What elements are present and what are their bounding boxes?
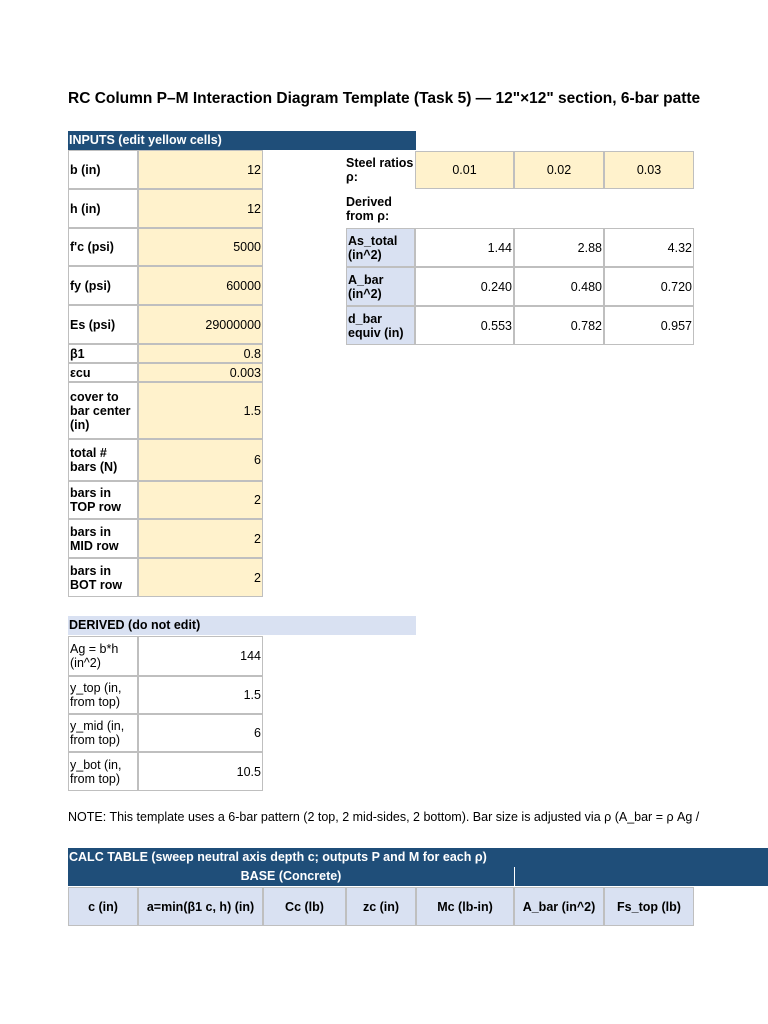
steel-value: 0.720 bbox=[604, 267, 694, 306]
input-value-bot-bars[interactable]: 2 bbox=[138, 558, 263, 597]
derived-header: DERIVED (do not edit) bbox=[68, 616, 416, 635]
steel-ratios-label: Steel ratios ρ: bbox=[346, 156, 414, 184]
calc-col-abar: A_bar (in^2) bbox=[514, 887, 604, 926]
calc-col-mc: Mc (lb-in) bbox=[416, 887, 514, 926]
steel-ratio-3[interactable]: 0.03 bbox=[604, 151, 694, 189]
derived-label: Ag = b*h (in^2) bbox=[68, 636, 138, 676]
template-note: NOTE: This template uses a 6-bar pattern (2 top, 2 mid-sides, 2 bottom). Bar size is adjusted via ρ (A_bar = ρ Ag / bbox=[68, 810, 700, 824]
steel-value: 0.553 bbox=[415, 306, 514, 345]
input-label: bars in TOP row bbox=[68, 481, 138, 519]
input-label: β1 bbox=[68, 344, 138, 363]
input-label: bars in MID row bbox=[68, 519, 138, 558]
steel-value: 0.480 bbox=[514, 267, 604, 306]
derived-label: y_top (in, from top) bbox=[68, 676, 138, 714]
calc-base-concrete-header: BASE (Concrete) bbox=[68, 867, 514, 886]
input-label: cover to bar center (in) bbox=[68, 382, 138, 439]
calc-steel-header-blank bbox=[515, 867, 768, 886]
input-label: h (in) bbox=[68, 189, 138, 228]
input-value-fc[interactable]: 5000 bbox=[138, 228, 263, 266]
calc-col-zc: zc (in) bbox=[346, 887, 416, 926]
calc-col-fs-top: Fs_top (lb) bbox=[604, 887, 694, 926]
steel-ratio-2[interactable]: 0.02 bbox=[514, 151, 604, 189]
page-title: RC Column P–M Interaction Diagram Template (Task 5) — 12"×12" section, 6-bar patte bbox=[68, 90, 701, 107]
input-label: εcu bbox=[68, 363, 138, 382]
input-value-cover[interactable]: 1.5 bbox=[138, 382, 263, 439]
input-label: fy (psi) bbox=[68, 266, 138, 305]
input-label: b (in) bbox=[68, 150, 138, 189]
steel-value: 0.957 bbox=[604, 306, 694, 345]
derived-label: y_bot (in, from top) bbox=[68, 752, 138, 791]
calc-table-header: CALC TABLE (sweep neutral axis depth c; outputs P and M for each ρ) bbox=[68, 848, 768, 867]
calc-col-c: c (in) bbox=[68, 887, 138, 926]
steel-value: 4.32 bbox=[604, 228, 694, 267]
steel-row-label: A_bar (in^2) bbox=[346, 267, 415, 306]
derived-from-rho-label: Derived from ρ: bbox=[346, 195, 392, 223]
steel-row-label: As_total (in^2) bbox=[346, 228, 415, 267]
steel-row-label: d_bar equiv (in) bbox=[346, 306, 415, 345]
input-value-total-bars[interactable]: 6 bbox=[138, 439, 263, 481]
steel-value: 0.240 bbox=[415, 267, 514, 306]
input-label: Es (psi) bbox=[68, 305, 138, 344]
calc-col-cc: Cc (lb) bbox=[263, 887, 346, 926]
steel-value: 2.88 bbox=[514, 228, 604, 267]
derived-value: 6 bbox=[138, 714, 263, 752]
inputs-header: INPUTS (edit yellow cells) bbox=[68, 131, 416, 150]
input-value-top-bars[interactable]: 2 bbox=[138, 481, 263, 519]
input-value-b[interactable]: 12 bbox=[138, 150, 263, 189]
input-label: f'c (psi) bbox=[68, 228, 138, 266]
input-value-mid-bars[interactable]: 2 bbox=[138, 519, 263, 558]
derived-value: 10.5 bbox=[138, 752, 263, 791]
input-value-es[interactable]: 29000000 bbox=[138, 305, 263, 344]
input-value-h[interactable]: 12 bbox=[138, 189, 263, 228]
steel-value: 1.44 bbox=[415, 228, 514, 267]
steel-value: 0.782 bbox=[514, 306, 604, 345]
input-label: total # bars (N) bbox=[68, 439, 138, 481]
derived-value: 144 bbox=[138, 636, 263, 676]
derived-value: 1.5 bbox=[138, 676, 263, 714]
derived-label: y_mid (in, from top) bbox=[68, 714, 138, 752]
calc-col-a: a=min(β1 c, h) (in) bbox=[138, 887, 263, 926]
input-label: bars in BOT row bbox=[68, 558, 138, 597]
input-value-fy[interactable]: 60000 bbox=[138, 266, 263, 305]
input-value-beta1[interactable]: 0.8 bbox=[138, 344, 263, 363]
input-value-ecu[interactable]: 0.003 bbox=[138, 363, 263, 382]
steel-ratio-1[interactable]: 0.01 bbox=[415, 151, 514, 189]
